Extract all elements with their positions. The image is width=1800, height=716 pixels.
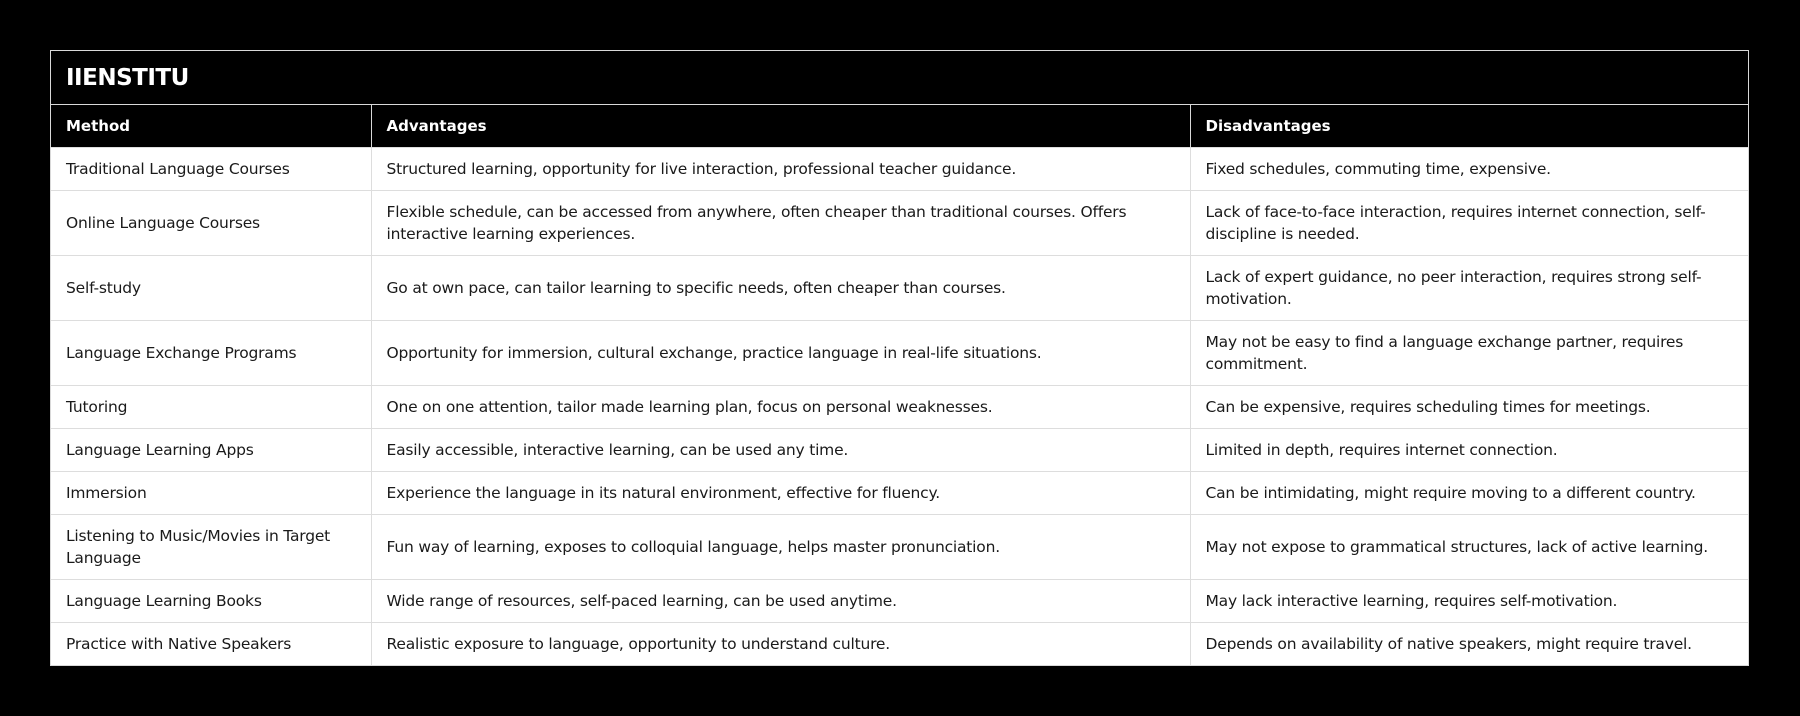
cell-disadvantages: May lack interactive learning, requires self-motivation. [1190,579,1748,622]
cell-method: Listening to Music/Movies in Target Language [51,514,371,579]
cell-advantages: Structured learning, opportunity for live interaction, professional teacher guidance. [371,147,1190,190]
cell-disadvantages: May not expose to grammatical structures, lack of active learning. [1190,514,1748,579]
cell-disadvantages: Lack of expert guidance, no peer interaction, requires strong self-motivation. [1190,255,1748,320]
table-row [51,579,1748,622]
cell-advantages: Flexible schedule, can be accessed from anywhere, often cheaper than traditional courses. Offers interactive learning experiences. [371,190,1190,255]
cell-method: Tutoring [51,385,371,428]
table-title: IIENSTITU [51,51,1748,105]
cell-advantages: Opportunity for immersion, cultural exchange, practice language in real-life situations. [371,320,1190,385]
cell-disadvantages: Can be expensive, requires scheduling times for meetings. [1190,385,1748,428]
cell-disadvantages: Limited in depth, requires internet connection. [1190,428,1748,471]
column-header-advantages: Advantages [371,105,1190,147]
table-row [51,255,1748,320]
cell-advantages: Wide range of resources, self-paced learning, can be used anytime. [371,579,1190,622]
cell-advantages: Experience the language in its natural environment, effective for fluency. [371,471,1190,514]
cell-method: Traditional Language Courses [51,147,371,190]
cell-method: Language Exchange Programs [51,320,371,385]
table-row [51,147,1748,190]
cell-advantages: Easily accessible, interactive learning, can be used any time. [371,428,1190,471]
table-row [51,622,1748,665]
cell-advantages: One on one attention, tailor made learning plan, focus on personal weaknesses. [371,385,1190,428]
cell-advantages: Go at own pace, can tailor learning to specific needs, often cheaper than courses. [371,255,1190,320]
cell-method: Language Learning Books [51,579,371,622]
cell-disadvantages: Fixed schedules, commuting time, expensive. [1190,147,1748,190]
comparison-table-container [50,50,1749,666]
cell-advantages: Fun way of learning, exposes to colloquial language, helps master pronunciation. [371,514,1190,579]
cell-disadvantages: Depends on availability of native speakers, might require travel. [1190,622,1748,665]
cell-disadvantages: May not be easy to find a language exchange partner, requires commitment. [1190,320,1748,385]
table-row [51,190,1748,255]
cell-disadvantages: Can be intimidating, might require moving to a different country. [1190,471,1748,514]
table-row [51,471,1748,514]
table-row [51,428,1748,471]
cell-disadvantages: Lack of face-to-face interaction, requires internet connection, self-discipline is needed. [1190,190,1748,255]
cell-method: Language Learning Apps [51,428,371,471]
cell-advantages: Realistic exposure to language, opportunity to understand culture. [371,622,1190,665]
cell-method: Self-study [51,255,371,320]
table-row [51,385,1748,428]
table-row [51,514,1748,579]
column-header-disadvantages: Disadvantages [1190,105,1748,147]
language-methods-table [51,105,1748,665]
column-header-method: Method [51,105,371,147]
cell-method: Online Language Courses [51,190,371,255]
table-row [51,320,1748,385]
cell-method: Immersion [51,471,371,514]
table-header-row [51,105,1748,147]
cell-method: Practice with Native Speakers [51,622,371,665]
